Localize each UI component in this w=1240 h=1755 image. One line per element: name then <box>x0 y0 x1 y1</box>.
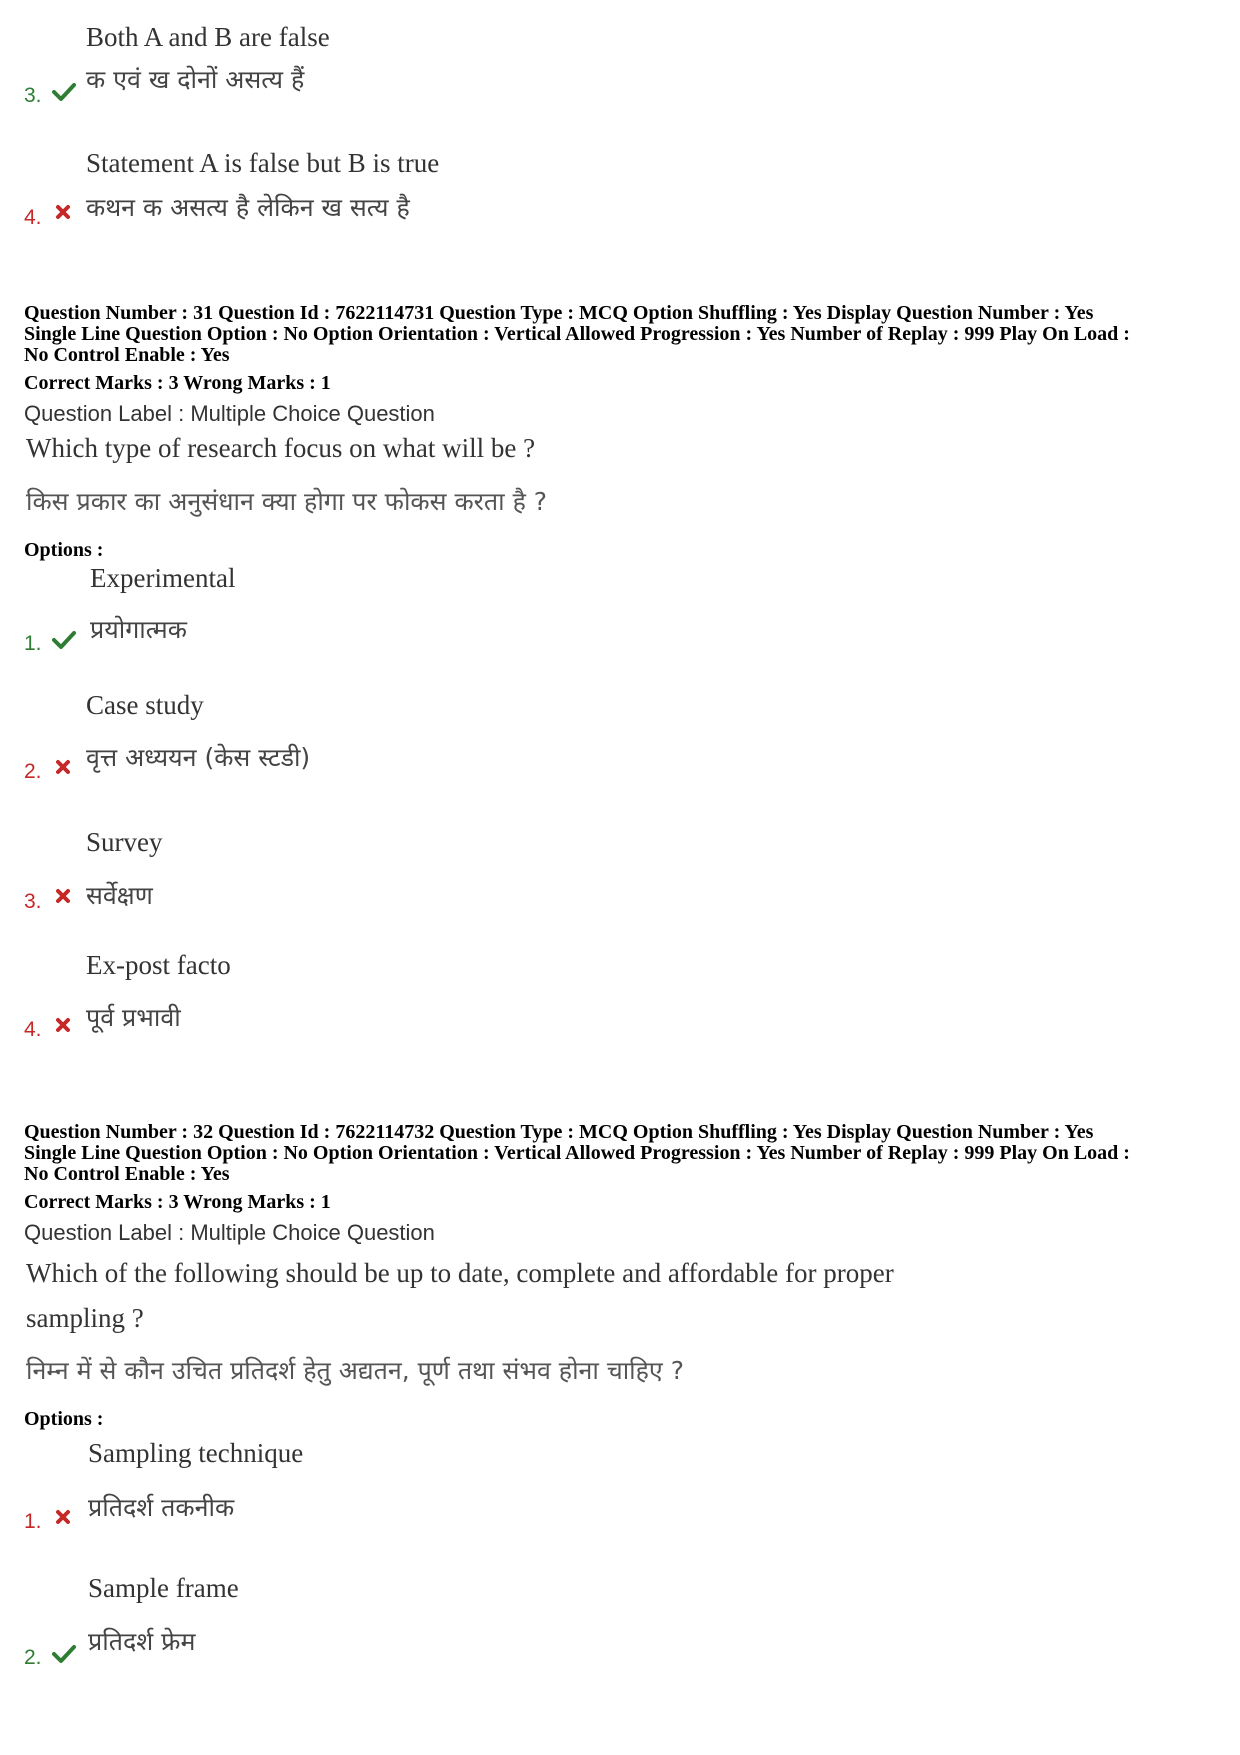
option-number: 2. <box>24 760 42 783</box>
cross-icon <box>55 1509 71 1525</box>
question-text-en: Which type of research focus on what will be ? <box>26 433 536 463</box>
option-number: 1. <box>24 632 42 655</box>
option-text-en: Experimental <box>90 563 236 593</box>
cross-icon <box>55 204 71 220</box>
option-number: 3. <box>24 890 42 913</box>
question-text-hi: निम्न में से कौन उचित प्रतिदर्श हेतु अद्यतन, पूर्ण तथा संभव होना चाहिए ? <box>26 1356 684 1385</box>
option-text-hi: प्रतिदर्श तकनीक <box>88 1493 235 1522</box>
question-meta-line3: No Control Enable : Yes <box>24 344 230 366</box>
question-marks: Correct Marks : 3 Wrong Marks : 1 <box>24 1191 331 1213</box>
check-icon <box>52 82 76 102</box>
option-number: 4. <box>24 1018 42 1041</box>
option-text-en: Case study <box>86 690 204 720</box>
check-icon <box>52 1644 76 1664</box>
option-number: 1. <box>24 1510 42 1533</box>
cross-icon <box>55 759 71 775</box>
options-title: Options : <box>24 539 104 561</box>
question-meta-line1: Question Number : 31 Question Id : 7622114731 Question Type : MCQ Option Shuffling : Yes Display Question Number : Yes <box>24 302 1094 324</box>
option-text-en: Statement A is false but B is true <box>86 148 440 178</box>
option-text-hi: प्रयोगात्मक <box>90 615 187 644</box>
option-text-en: Sample frame <box>88 1573 239 1603</box>
option-text-hi: वृत्त अध्ययन (केस स्टडी) <box>86 743 311 772</box>
option-text-en: Survey <box>86 827 163 857</box>
question-marks: Correct Marks : 3 Wrong Marks : 1 <box>24 372 331 394</box>
options-title: Options : <box>24 1408 104 1430</box>
option-text-hi: सर्वेक्षण <box>86 881 153 910</box>
check-icon <box>52 630 76 650</box>
question-text-hi: किस प्रकार का अनुसंधान क्या होगा पर फोकस करता है ? <box>26 487 548 516</box>
option-text-en: Sampling technique <box>88 1438 304 1468</box>
question-text-en-line1: Which of the following should be up to date, complete and affordable for proper <box>26 1258 894 1288</box>
option-text-hi: प्रतिदर्श फ्रेम <box>88 1627 196 1656</box>
option-text-hi: क एवं ख दोनों असत्य हैं <box>86 65 305 94</box>
option-text-hi: कथन क असत्य है लेकिन ख सत्य है <box>86 193 410 222</box>
cross-icon <box>55 888 71 904</box>
question-text-en-line2: sampling ? <box>26 1303 144 1333</box>
question-meta-line3: No Control Enable : Yes <box>24 1163 230 1185</box>
option-number: 4. <box>24 206 42 229</box>
option-text-en: Both A and B are false <box>86 22 330 52</box>
option-text-en: Ex-post facto <box>86 950 231 980</box>
question-label: Question Label : Multiple Choice Question <box>24 401 435 426</box>
option-number: 3. <box>24 84 42 107</box>
cross-icon <box>55 1017 71 1033</box>
question-meta-line2: Single Line Question Option : No Option Orientation : Vertical Allowed Progression : Yes Number of Replay : 999 Play On Load : <box>24 1142 1130 1164</box>
question-meta-line2: Single Line Question Option : No Option Orientation : Vertical Allowed Progression : Yes Number of Replay : 999 Play On Load : <box>24 323 1130 345</box>
option-text-hi: पूर्व प्रभावी <box>86 1003 181 1032</box>
question-label: Question Label : Multiple Choice Question <box>24 1220 435 1245</box>
option-number: 2. <box>24 1646 42 1669</box>
question-meta-line1: Question Number : 32 Question Id : 7622114732 Question Type : MCQ Option Shuffling : Yes Display Question Number : Yes <box>24 1121 1094 1143</box>
